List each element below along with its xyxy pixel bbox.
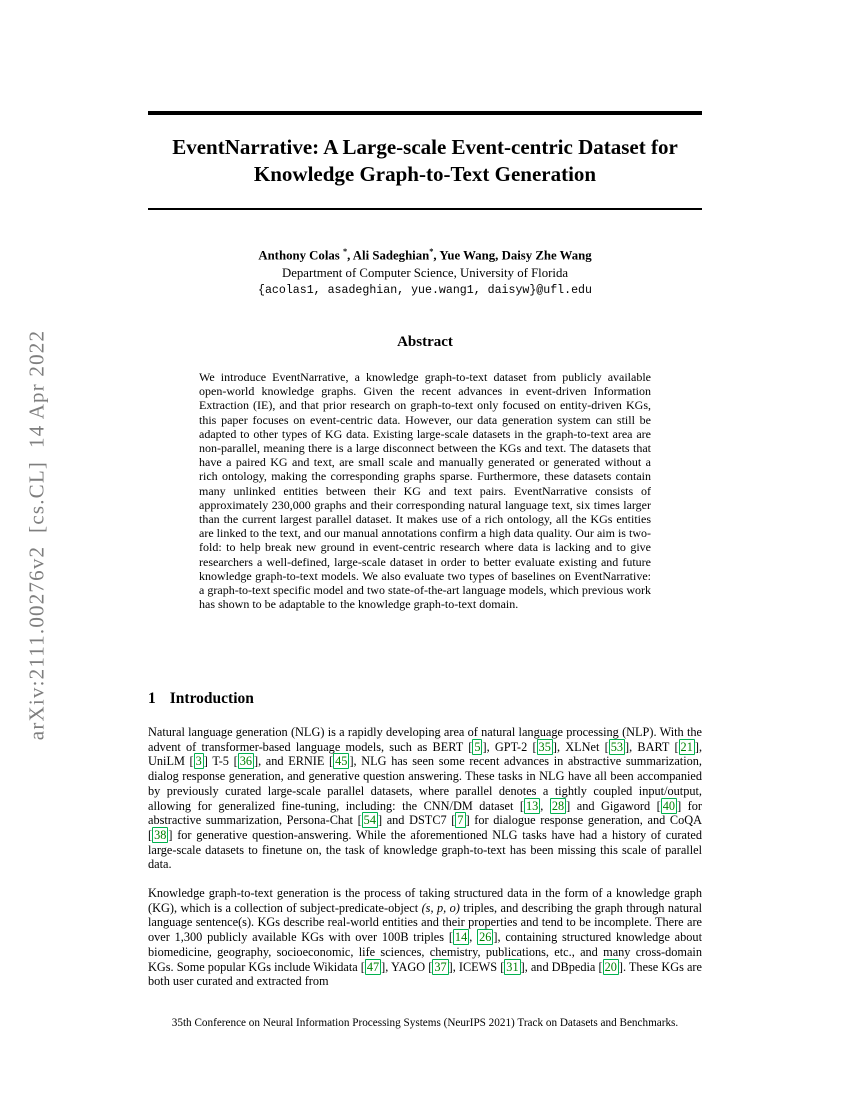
title-rule-top	[148, 111, 702, 115]
section-number: 1	[148, 690, 156, 707]
citation-link[interactable]: 31	[506, 959, 519, 974]
citation-link[interactable]: 28	[551, 798, 565, 813]
abstract-text: We introduce EventNarrative, a knowledge graph-to-text dataset from publicly available open-world knowledge graphs. Given the recent advances in event-driven Information Extraction (IE), and that prior research on graph-to-text only focused on entity-driven KGs, this paper focuses on event-centric data. However, our data generation system can still be adapted to other types of KG data. Existing large-scale datasets in the graph-to-text area are non-parallel, meaning there is a large disconnect between the KGs and text. The datasets that have a paired KG and text, are small scale and manually generated or generated without a rich ontology, making the corresponding graphs sparse. Furthermore, these datasets contain many unlinked entities between their KG and text pairs. EventNarrative consists of approximately 230,000 graphs and their corresponding natural language text, six times larger than the current largest parallel dataset. It makes use of a rich ontology, all the KGs entities are linked to the text, and our manual annotations confirm a high data quality. Our aim is two-fold: to help break new ground in event-centric research where data is lacking and to give researchers a well-defined, large-scale dataset in order to better evaluate existing and future knowledge graph-to-text models. We also evaluate two types of baselines on EventNarrative: a graph-to-text specific model and two state-of-the-art language models, which previous work has shown to be adaptable to the knowledge graph-to-text domain.	[199, 370, 651, 612]
citation-link[interactable]: 36	[239, 754, 252, 769]
citation-link[interactable]: 38	[154, 827, 167, 842]
citation-link[interactable]: 3	[195, 754, 202, 769]
citation-link[interactable]: 54	[363, 813, 376, 828]
citation-link[interactable]: 37	[434, 959, 447, 974]
citation-link[interactable]: 20	[604, 959, 617, 974]
citation-link[interactable]: 21	[680, 739, 693, 754]
citation-link[interactable]: 47	[366, 959, 380, 974]
abstract-heading: Abstract	[397, 334, 453, 350]
citation-link[interactable]: 45	[335, 754, 348, 769]
citation-link[interactable]: 53	[610, 739, 623, 754]
title-rule-bottom	[148, 208, 702, 210]
section-heading-introduction	[148, 690, 254, 708]
paper-title: EventNarrative: A Large-scale Event-centric Dataset for Knowledge Graph-to-Text Generation	[172, 135, 678, 187]
authors-line: Anthony Colas *, Ali Sadeghian*, Yue Wang, Daisy Zhe Wang	[258, 247, 592, 263]
authors-block	[148, 247, 702, 297]
email-line: {acolas1, asadeghian, yue.wang1, daisyw}@ufl.edu	[258, 283, 592, 297]
citation-link[interactable]: 26	[479, 930, 492, 945]
affiliation-line: Department of Computer Science, University of Florida	[281, 265, 569, 280]
intro-paragraph-2: Knowledge graph-to-text generation is the process of taking structured data in the form of a knowledge graph (KG), which is a collection of subject-predicate-object (s, p, o) triples, and describing the graph through natural language sentence(s). KGs describe real-world entities and their properties and tend to be incomplete. There are over 1,300 publicly available KGs with over 100B triples [ 14 , 26 ], containing structured knowledge about biomedicine, geography, socioeconomic, life sciences, chemistry, publications, etc., and many cross-domain KGs. Some popular KGs include Wikidata [ 47 ], YAGO [ 37 ], ICEWS [ 31 ], and DBpedia [ 20 ]. These KGs are both user curated and extracted from	[148, 886, 703, 989]
footnote-conference: 35th Conference on Neural Information Processing Systems (NeurIPS 2021) Track on Datasets and Benchmarks.	[171, 1017, 679, 1029]
author-footnote-asterisk: *	[429, 247, 434, 256]
citation-link[interactable]: 5	[474, 739, 481, 754]
citation-link[interactable]: 7	[457, 813, 464, 828]
citation-link[interactable]: 13	[526, 798, 539, 813]
author-footnote-asterisk: *	[342, 247, 348, 256]
section-title: Introduction	[169, 690, 254, 707]
intro-paragraph-1: Natural language generation (NLG) is a rapidly developing area of natural language processing (NLP). With the advent of transformer-based language models, such as BERT [ 5 ], GPT-2 [ 35 ], XLNet [ 53 ], BART [ 21 ], UniLM [ 3 ] T-5 [ 36 ], and ERNIE [ 45 ], NLG has seen some recent advances in abstractive summarization, dialog response generation, and generative question answering. These tasks in NLG have all been accompanied by previously curated large-scale parallel datasets, where parallel denotes a tightly coupled input/output, allowing for generalized fine-tuning, including: the CNN/DM dataset [ 13 , 28 ] and Gigaword [ 40 ] for abstractive summarization, Persona-Chat [ 54 ] and DSTC7 [ 7 ] for dialogue response generation, and CoQA [ 38 ] for generative question-answering. While the aforementioned NLG tasks have had a history of curated large-scale datasets to finetune on, the task of knowledge graph-to-text has been missing this scale of parallel data.	[148, 725, 703, 872]
arxiv-watermark: arXiv:2111.00276v2 [cs.CL] 14 Apr 2022	[24, 329, 49, 741]
citation-link[interactable]: 40	[662, 798, 676, 813]
citation-link[interactable]: 35	[538, 739, 551, 754]
citation-link[interactable]: 14	[454, 930, 468, 945]
